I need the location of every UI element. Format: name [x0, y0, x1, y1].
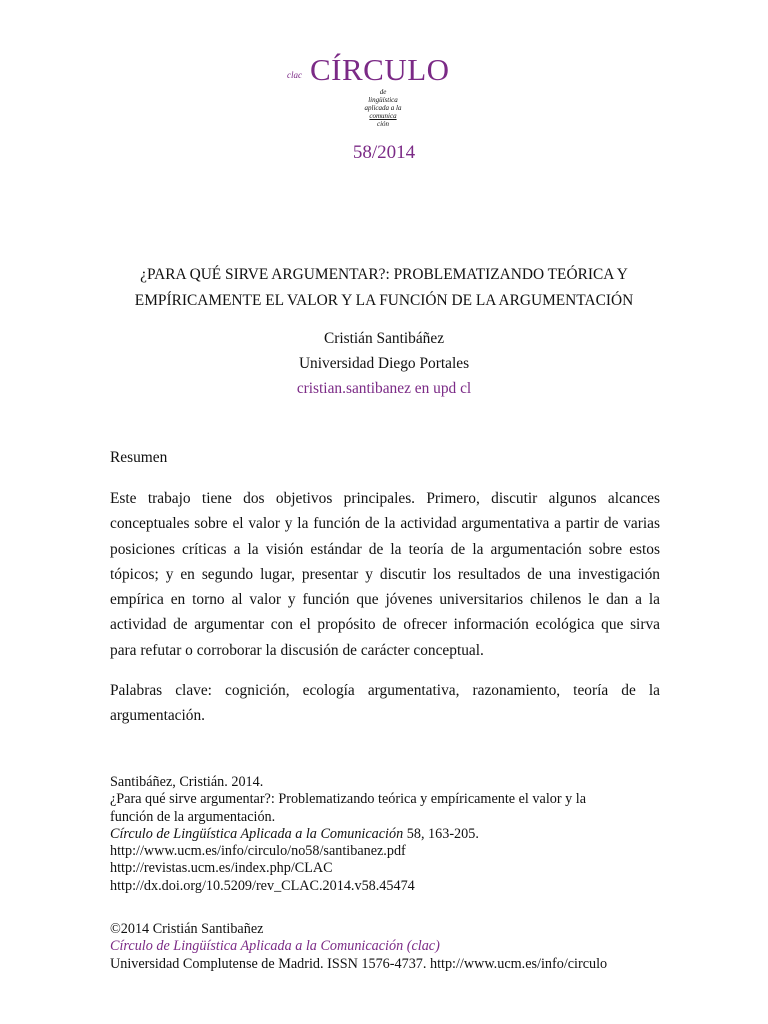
journal-masthead: [0, 50, 768, 140]
masthead-circulo: CÍRCULO: [310, 52, 450, 87]
abstract-line: Este trabajo tiene dos objetivos principales. Primero, discutir algunos alcances: [110, 490, 660, 507]
citation-title: ¿Para qué sirve argumentar?: Problematizando teórica y empíricamente el valor y la: [110, 791, 587, 808]
keywords: [110, 678, 660, 729]
citation-journal-line: [110, 826, 670, 843]
author-email-link[interactable]: cristian.santibanez en upd cl: [296, 380, 472, 397]
abstract-line: actividad de argumentar con el propósito de ofrecer información ecológica que sirva: [110, 616, 660, 634]
abstract-line: posiciones críticas a la visión estándar de la teoría de la argumentación sobre estos: [110, 540, 660, 558]
abstract-line: empírica en torno al valor y función que jóvenes universitarios chilenos le dan a la: [110, 591, 660, 609]
citation-block: [110, 774, 670, 895]
paper-title-line: ¿PARA QUÉ SIRVE ARGUMENTAR?: PROBLEMATIZANDO TEÓRICA Y: [140, 266, 628, 283]
keywords-line: Palabras clave: cognición, ecología argumentativa, razonamiento, teoría de la: [110, 682, 660, 699]
copyright-journal: Círculo de Lingüística Aplicada a la Comunicación (clac): [110, 938, 440, 955]
abstract-line: para refutar o corroborar la discusión de carácter conceptual.: [110, 641, 484, 659]
paper-title: [60, 262, 708, 314]
citation-journal-link[interactable]: http://revistas.ucm.es/index.php/CLAC: [110, 860, 333, 877]
citation-pages: 58, 163-205.: [403, 825, 479, 842]
copyright-publisher: Universidad Complutense de Madrid. ISSN 1576-4737. http://www.ucm.es/info/circulo: [110, 955, 608, 972]
author-affiliation: Universidad Diego Portales: [298, 355, 470, 372]
masthead-subtitle-line: lingüística: [368, 96, 398, 104]
paper-title-line: EMPÍRICAMENTE EL VALOR Y LA FUNCIÓN DE LA ARGUMENTACIÓN: [134, 292, 634, 309]
abstract-line: conceptuales sobre el valor y la función de la actividad argumentativa a partir de varias: [110, 515, 660, 533]
copyright-block: [110, 921, 690, 973]
citation-pdf-link[interactable]: http://www.ucm.es/info/circulo/no58/santibanez.pdf: [110, 843, 406, 860]
masthead-subtitle-line: comunica: [369, 112, 397, 120]
citation-journal: Círculo de Lingüística Aplicada a la Comunicación: [110, 825, 404, 842]
citation-author-year: Santibáñez, Cristián. 2014.: [110, 774, 264, 790]
author-name: Cristián Santibáñez: [323, 330, 445, 347]
masthead-subtitle-line: ción: [376, 120, 390, 128]
abstract-body: [110, 486, 660, 663]
keywords-line: argumentación.: [110, 707, 206, 725]
citation-title-cont: función de la argumentación.: [110, 808, 276, 825]
masthead-subtitle-line: aplicada a la: [364, 104, 402, 112]
masthead-clac: clac: [287, 70, 302, 80]
masthead-subtitle: [358, 88, 408, 128]
copyright-line: ©2014 Cristián Santibañez: [110, 921, 264, 937]
masthead-subtitle-line: de: [379, 88, 387, 96]
abstract-line: tópicos; y en segundo lugar, presentar y discutir los resultados de una investigación: [110, 565, 660, 583]
issue-number: 58/2014: [352, 142, 416, 163]
citation-doi-link[interactable]: http://dx.doi.org/10.5209/rev_CLAC.2014.v58.45474: [110, 877, 415, 894]
abstract-heading: Resumen: [110, 449, 168, 466]
